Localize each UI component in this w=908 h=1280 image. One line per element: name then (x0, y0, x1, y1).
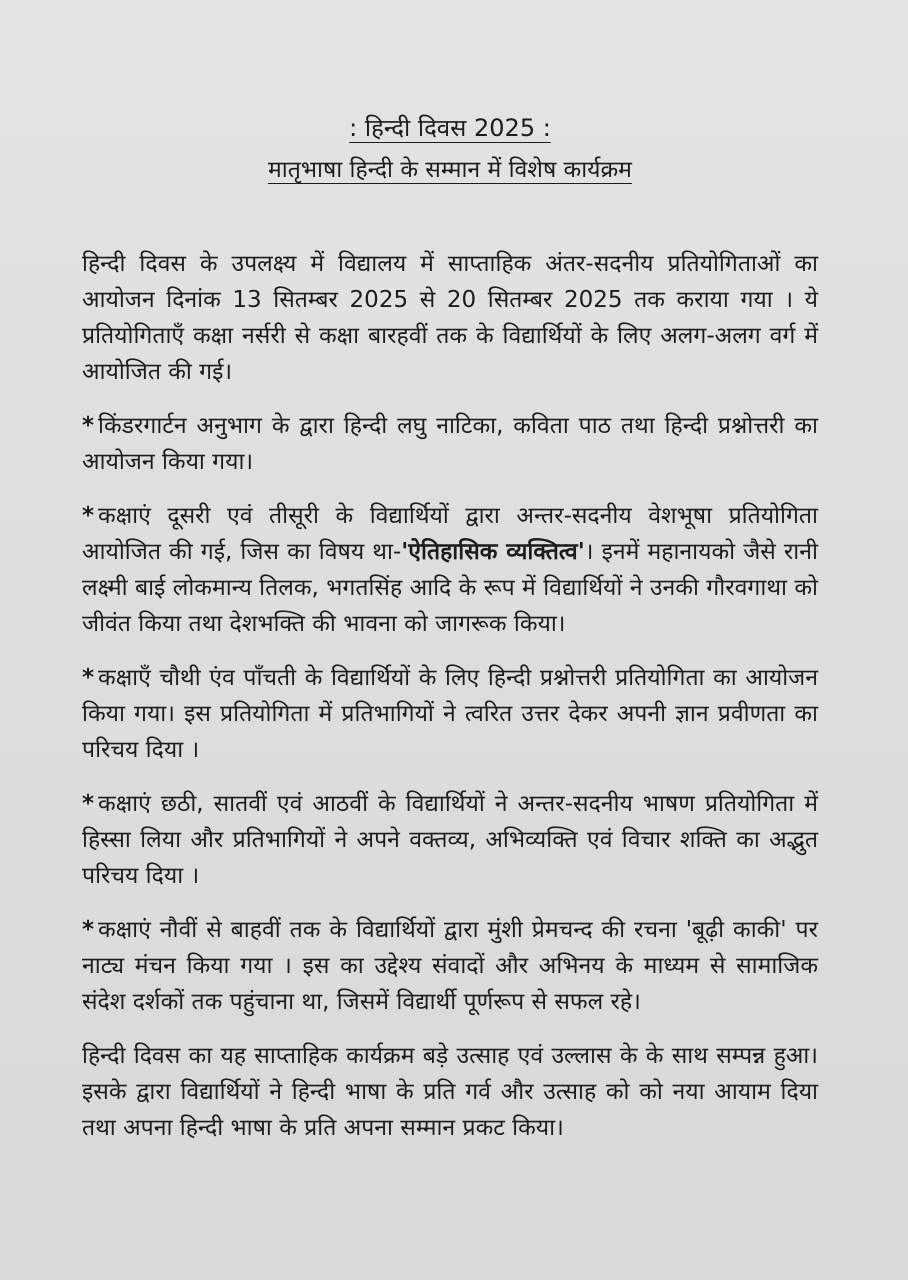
bullet-drama-staging: * कक्षाएं नौवीं से बाहवीं तक के विद्यार्थियों द्वारा मुंशी प्रेमचन्द की रचना 'बूढ़ी काकी' पर नाट्य मंचन किया गया । इस का उद्देश्य संवादों और अभिनय के माध्यम से सामाजिक संदेश दर्शकों तक पहुंचाना था, जिसमें विद्यार्थी पूर्णरूप से सफल रहे। (82, 917, 818, 1015)
bullet-kindergarten: * किंडरगार्टन अनुभाग के द्वारा हिन्दी लघु नाटिका, कविता पाठ तथा हिन्दी प्रश्नोत्तरी का आयोजन किया गया। (82, 413, 818, 475)
bullet-marker: * (82, 791, 95, 817)
bullet-quiz-competition: * कक्षाएँ चौथी एंव पाँचती के विद्यार्थियों के लिए हिन्दी प्रश्नोत्तरी प्रतियोगिता का आयोजन किया गया। इस प्रतियोगिता में प्रतिभागियों ने त्वरित उत्तर देकर अपनी ज्ञान प्रवीणता का परिचय दिया । (82, 665, 818, 763)
conclusion-paragraph: हिन्दी दिवस का यह साप्ताहिक कार्यक्रम बड़े उत्साह एवं उल्लास के के साथ सम्पन्न हुआ। इसके द्वारा विद्यार्थियों ने हिन्दी भाषा के प्रति गर्व और उत्साह को को नया आयाम दिया तथा अपना हिन्दी भाषा के प्रति अपना सम्मान प्रकट किया। (82, 1043, 818, 1141)
theme-highlight: 'ऐतिहासिक व्यक्तित्व' (401, 539, 585, 565)
bullet-speech-competition: * कक्षाएं छठी, सातवीं एवं आठवीं के विद्यार्थियों ने अन्तर-सदनीय भाषण प्रतियोगिता में हिस्सा लिया और प्रतिभागियों ने अपने वक्तव्य, अभिव्यक्ति एवं विचार शक्ति का अद्भुत परिचय दिया । (82, 791, 818, 889)
bullet-marker: * (82, 917, 95, 943)
bullet-marker: * (82, 413, 95, 439)
intro-paragraph: हिन्दी दिवस के उपलक्ष्य में विद्यालय में साप्ताहिक अंतर-सदनीय प्रतियोगिताओं का आयोजन दिनांक 13 सितम्बर 2025 से 20 सितम्बर 2025 तक कराया गया । ये प्रतियोगिताएँ कक्षा नर्सरी से कक्षा बारहवीं तक के विद्यार्थियों के लिए अलग-अलग वर्ग में आयोजित की गई। (82, 251, 818, 385)
bullet-marker: * (82, 503, 95, 529)
document-subtitle: मातृभाषा हिन्दी के सम्मान में विशेष कार्यक्रम (268, 157, 632, 183)
document-title: : हिन्दी दिवस 2025 : (349, 114, 551, 142)
bullet-costume-competition: * कक्षाएं दूसरी एवं तीसूरी के विद्यार्थियों द्वारा अन्तर-सदनीय वेशभूषा प्रतियोगिता आयोजित की गई, जिस का विषय था-'ऐतिहासिक व्यक्तित्व'। इनमें महानायको जैसे रानी लक्ष्मी बाई लोकमान्य तिलक, भगतसिंह आदि के रूप में विद्यार्थियों ने उनकी गौरवगाथा को जीवंत किया तथा देशभक्ति की भावना को जागरूक किया। (82, 503, 818, 637)
bullet-marker: * (82, 665, 95, 691)
